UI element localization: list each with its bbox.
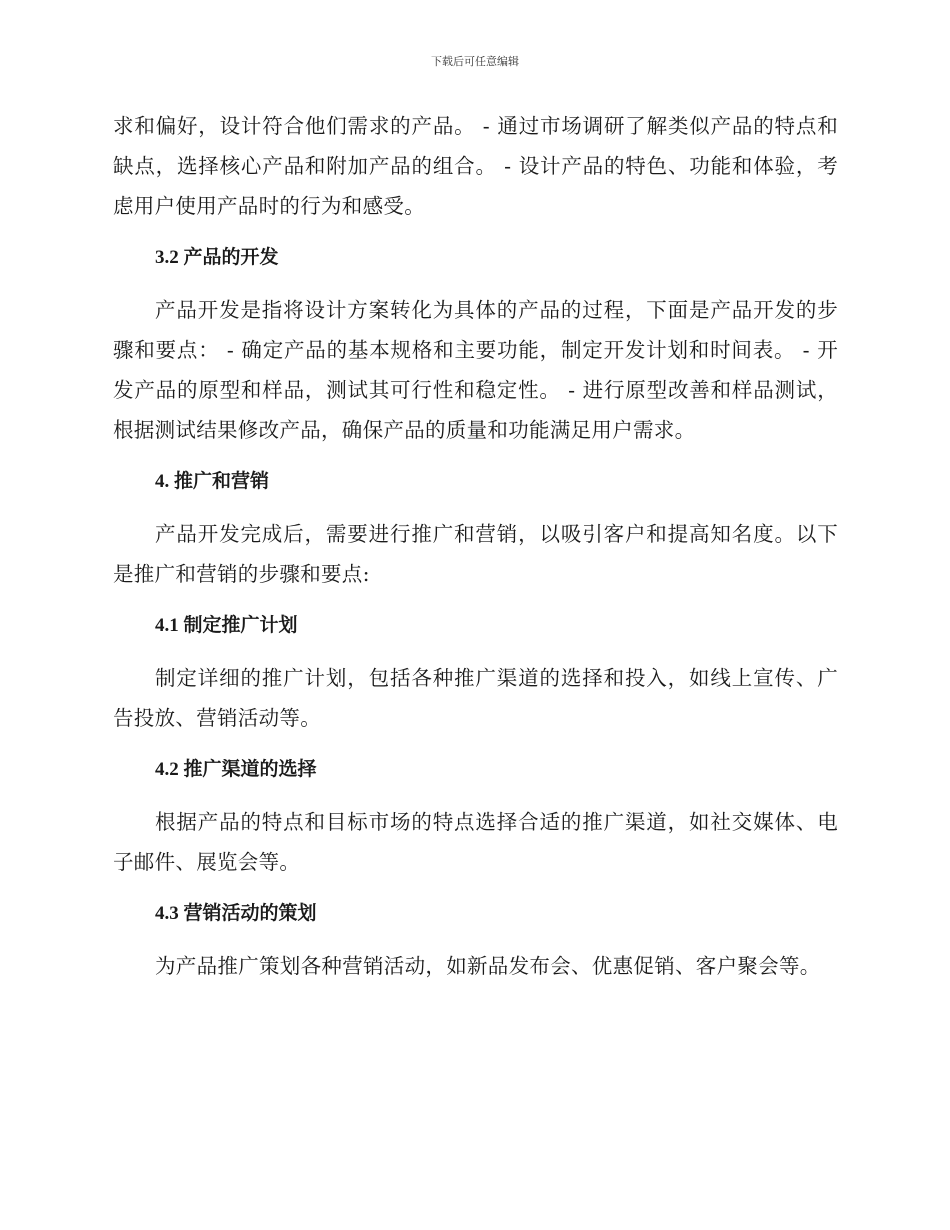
paragraph-promotion-plan: 制定详细的推广计划，包括各种推广渠道的选择和投入，如线上宣传、广告投放、营销活动等。	[113, 666, 838, 730]
paragraph-marketing-events: 为产品推广策划各种营销活动，如新品发布会、优惠促销、客户聚会等。	[155, 954, 821, 978]
section-heading-3-2: 3.2 产品的开发	[155, 247, 279, 268]
paragraph-channel-selection: 根据产品的特点和目标市场的特点选择合适的推广渠道，如社交媒体、电子邮件、展览会等。	[113, 810, 838, 874]
section-heading-4-3: 4.3 营销活动的策划	[155, 903, 317, 924]
paragraph-product-design: 求和偏好，设计符合他们需求的产品。 - 通过市场调研了解类似产品的特点和缺点，选择核心产品和附加产品的组合。 - 设计产品的特色、功能和体验，考虑用户使用产品时的行为和感受。	[113, 114, 838, 218]
section-heading-4-1: 4.1 制定推广计划	[155, 615, 298, 636]
section-heading-4-2: 4.2 推广渠道的选择	[155, 759, 317, 780]
paragraph-promotion-intro: 产品开发完成后，需要进行推广和营销，以吸引客户和提高知名度。以下是推广和营销的步骤和要点:	[113, 522, 838, 586]
page-header: 下载后可任意编辑	[431, 55, 519, 68]
section-heading-4: 4. 推广和营销	[155, 471, 270, 492]
paragraph-product-development: 产品开发是指将设计方案转化为具体的产品的过程，下面是产品开发的步骤和要点： - 确定产品的基本规格和主要功能，制定开发计划和时间表。 - 开发产品的原型和样品，测试其可行性和稳定性。 - 进行原型改善和样品测试，根据测试结果修改产品，确保产品的质量和功能满足用户需求。	[113, 298, 838, 442]
document-body	[113, 106, 838, 998]
